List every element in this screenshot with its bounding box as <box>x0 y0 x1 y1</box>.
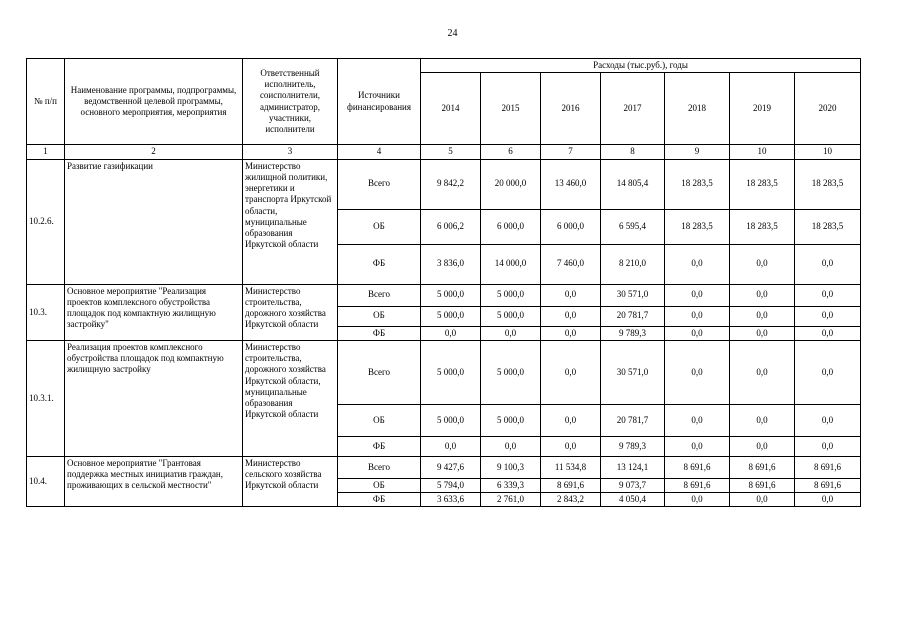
budget-table <box>26 58 861 507</box>
expense-value: 0,0 <box>481 326 541 340</box>
expense-value: 0,0 <box>730 404 795 436</box>
expense-value: 0,0 <box>665 326 730 340</box>
expense-value: 8 691,6 <box>665 478 730 492</box>
expense-value: 6 000,0 <box>481 209 541 244</box>
expense-value: 8 691,6 <box>795 456 861 478</box>
expense-value: 20 000,0 <box>481 159 541 209</box>
header-year: 2016 <box>541 73 601 145</box>
funding-source: ФБ <box>338 493 421 507</box>
table-header <box>27 59 861 160</box>
expense-value: 2 761,0 <box>481 493 541 507</box>
expense-value: 0,0 <box>541 340 601 404</box>
funding-source: Всего <box>338 340 421 404</box>
row-number: 10.3.1. <box>27 340 65 456</box>
header-name: Наименование программы, подпрограммы, ведомственной целевой программы, основного мероприятия, мероприятия <box>65 59 243 145</box>
funding-source: ОБ <box>338 209 421 244</box>
table-row <box>27 159 861 209</box>
expense-value: 0,0 <box>481 436 541 456</box>
expense-value: 0,0 <box>541 326 601 340</box>
funding-source: Всего <box>338 159 421 209</box>
program-name: Реализация проектов комплексного обустройства площадок под компактную жилищную застройку <box>65 340 243 456</box>
header-sources: Источники финансирования <box>338 59 421 145</box>
column-number: 10 <box>730 145 795 159</box>
expense-value: 0,0 <box>795 404 861 436</box>
expense-value: 0,0 <box>665 493 730 507</box>
funding-source: ОБ <box>338 404 421 436</box>
expense-value: 5 000,0 <box>481 306 541 326</box>
funding-source: ФБ <box>338 436 421 456</box>
column-numbers-row <box>27 145 861 159</box>
expense-value: 6 000,0 <box>541 209 601 244</box>
expense-value: 7 460,0 <box>541 244 601 284</box>
header-year: 2019 <box>730 73 795 145</box>
funding-source: ФБ <box>338 326 421 340</box>
expense-value: 20 781,7 <box>601 306 665 326</box>
expense-value: 5 000,0 <box>421 340 481 404</box>
expense-value: 4 050,4 <box>601 493 665 507</box>
funding-source: ОБ <box>338 306 421 326</box>
expense-value: 0,0 <box>730 326 795 340</box>
expense-value: 5 000,0 <box>421 284 481 306</box>
column-number: 2 <box>65 145 243 159</box>
header-no: № п/п <box>27 59 65 145</box>
expense-value: 0,0 <box>730 493 795 507</box>
expense-value: 5 000,0 <box>481 284 541 306</box>
expense-value: 0,0 <box>665 284 730 306</box>
header-year: 2015 <box>481 73 541 145</box>
header-year: 2020 <box>795 73 861 145</box>
expense-value: 5 000,0 <box>481 404 541 436</box>
expense-value: 6 006,2 <box>421 209 481 244</box>
column-number: 3 <box>243 145 338 159</box>
expense-value: 0,0 <box>795 493 861 507</box>
expense-value: 0,0 <box>665 244 730 284</box>
row-number: 10.3. <box>27 284 65 340</box>
expense-value: 0,0 <box>795 244 861 284</box>
expense-value: 20 781,7 <box>601 404 665 436</box>
expense-value: 0,0 <box>730 244 795 284</box>
expense-value: 0,0 <box>730 436 795 456</box>
expense-value: 3 633,6 <box>421 493 481 507</box>
expense-value: 8 691,6 <box>795 478 861 492</box>
expense-value: 0,0 <box>730 284 795 306</box>
column-number: 1 <box>27 145 65 159</box>
column-number: 8 <box>601 145 665 159</box>
expense-value: 5 000,0 <box>421 404 481 436</box>
expense-value: 14 805,4 <box>601 159 665 209</box>
expense-value: 5 794,0 <box>421 478 481 492</box>
expense-value: 0,0 <box>730 306 795 326</box>
responsible-executor: Министерство строительства, дорожного хозяйства Иркутской области <box>243 284 338 340</box>
table-row <box>27 284 861 306</box>
expense-value: 8 691,6 <box>541 478 601 492</box>
expense-value: 9 789,3 <box>601 326 665 340</box>
funding-source: ОБ <box>338 478 421 492</box>
responsible-executor: Министерство сельского хозяйства Иркутской области <box>243 456 338 507</box>
table-row <box>27 340 861 404</box>
expense-value: 9 073,7 <box>601 478 665 492</box>
expense-value: 0,0 <box>795 340 861 404</box>
expense-value: 8 210,0 <box>601 244 665 284</box>
expense-value: 0,0 <box>795 436 861 456</box>
expense-value: 13 460,0 <box>541 159 601 209</box>
expense-value: 30 571,0 <box>601 340 665 404</box>
expense-value: 0,0 <box>665 436 730 456</box>
table-row <box>27 456 861 478</box>
program-name: Основное мероприятие "Реализация проектов комплексного обустройства площадок под компактную жилищную застройку" <box>65 284 243 340</box>
expense-value: 0,0 <box>665 306 730 326</box>
funding-source: Всего <box>338 284 421 306</box>
column-number: 5 <box>421 145 481 159</box>
expense-value: 0,0 <box>541 284 601 306</box>
expense-value: 9 427,6 <box>421 456 481 478</box>
expense-value: 0,0 <box>795 284 861 306</box>
row-number: 10.2.6. <box>27 159 65 284</box>
column-number: 7 <box>541 145 601 159</box>
funding-source: ФБ <box>338 244 421 284</box>
expense-value: 0,0 <box>421 326 481 340</box>
header-responsible: Ответственный исполнитель, соисполнители, администратор, участники, исполнители <box>243 59 338 145</box>
expense-value: 6 595,4 <box>601 209 665 244</box>
responsible-executor: Министерство строительства, дорожного хозяйства Иркутской области, муниципальные образования Иркутской области <box>243 340 338 456</box>
expense-value: 0,0 <box>665 340 730 404</box>
expense-value: 14 000,0 <box>481 244 541 284</box>
expense-value: 0,0 <box>541 436 601 456</box>
expense-value: 18 283,5 <box>730 209 795 244</box>
column-number: 9 <box>665 145 730 159</box>
row-number: 10.4. <box>27 456 65 507</box>
header-year: 2018 <box>665 73 730 145</box>
column-number: 6 <box>481 145 541 159</box>
expense-value: 18 283,5 <box>795 209 861 244</box>
expense-value: 3 836,0 <box>421 244 481 284</box>
expense-value: 13 124,1 <box>601 456 665 478</box>
expense-value: 30 571,0 <box>601 284 665 306</box>
expense-value: 9 789,3 <box>601 436 665 456</box>
expense-value: 9 100,3 <box>481 456 541 478</box>
program-name: Развитие газификации <box>65 159 243 284</box>
expense-value: 8 691,6 <box>665 456 730 478</box>
funding-source: Всего <box>338 456 421 478</box>
table-body <box>27 159 861 507</box>
expense-value: 9 842,2 <box>421 159 481 209</box>
header-expenses: Расходы (тыс.руб.), годы <box>421 59 861 73</box>
expense-value: 18 283,5 <box>730 159 795 209</box>
expense-value: 11 534,8 <box>541 456 601 478</box>
expense-value: 18 283,5 <box>795 159 861 209</box>
expense-value: 0,0 <box>665 404 730 436</box>
expense-value: 8 691,6 <box>730 456 795 478</box>
responsible-executor: Министерство жилищной политики, энергетики и транспорта Иркутской области, муниципальные образования Иркутской области <box>243 159 338 284</box>
expense-value: 18 283,5 <box>665 159 730 209</box>
program-name: Основное мероприятие "Грантовая поддержка местных инициатив граждан, проживающих в сельской местности" <box>65 456 243 507</box>
expense-value: 5 000,0 <box>481 340 541 404</box>
expense-value: 0,0 <box>730 340 795 404</box>
expense-value: 18 283,5 <box>665 209 730 244</box>
expense-value: 8 691,6 <box>730 478 795 492</box>
header-year: 2017 <box>601 73 665 145</box>
expense-value: 5 000,0 <box>421 306 481 326</box>
expense-value: 6 339,3 <box>481 478 541 492</box>
expense-value: 0,0 <box>421 436 481 456</box>
expense-value: 0,0 <box>541 306 601 326</box>
column-number: 4 <box>338 145 421 159</box>
expense-value: 0,0 <box>541 404 601 436</box>
expense-value: 0,0 <box>795 306 861 326</box>
header-year: 2014 <box>421 73 481 145</box>
column-number: 10 <box>795 145 861 159</box>
expense-value: 2 843,2 <box>541 493 601 507</box>
page-number: 24 <box>447 28 458 39</box>
expense-value: 0,0 <box>795 326 861 340</box>
